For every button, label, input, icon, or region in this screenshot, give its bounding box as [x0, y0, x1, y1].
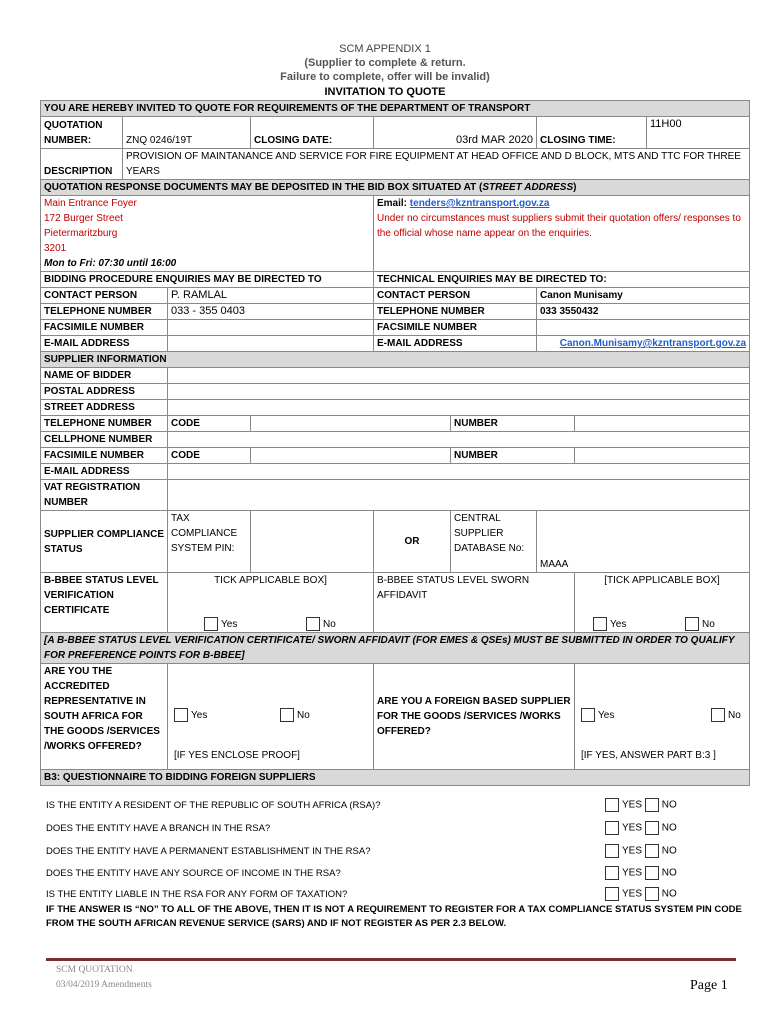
checkbox-icon[interactable] — [711, 708, 725, 722]
tender-email-cell — [374, 196, 750, 272]
telephone-code-field[interactable] — [251, 416, 451, 432]
foreign-yes-option[interactable]: Yes — [581, 708, 614, 723]
q5-answer: YES NO — [605, 887, 677, 901]
tech-email-cell — [537, 336, 750, 352]
tech-contact-label: CONTACT PERSON — [374, 288, 537, 304]
tick-box-instruction-2: [TICK APPLICABLE BOX] — [604, 575, 720, 586]
fax-number-label: NUMBER — [451, 448, 575, 464]
deposit-heading: QUOTATION RESPONSE DOCUMENTS MAY BE DEPOSITED IN THE BID BOX SITUATED AT (STREET ADDRESS) — [41, 180, 750, 196]
checkbox-icon[interactable] — [280, 708, 294, 722]
b3-question-1: IS THE ENTITY A RESIDENT OF THE REPUBLIC OF SOUTH AFRICA (RSA)? — [46, 800, 381, 811]
checkbox-icon[interactable] — [645, 887, 659, 901]
failure-warning: Failure to complete, offer will be invalid) — [280, 71, 490, 83]
compliance-or: OR — [374, 511, 451, 573]
checkbox-icon[interactable] — [605, 798, 619, 812]
bid-contact-value: P. RAMLAL — [168, 288, 374, 304]
csd-prefix: MAAA — [540, 559, 569, 570]
bid-fax-label: FACSIMILE NUMBER — [41, 320, 168, 336]
accredited-rep-question: ARE YOU THE ACCREDITED REPRESENTATIVE IN SOUTH AFRICA FOR THE GOODS /SERVICES /WORKS OFFERED? — [41, 664, 168, 770]
supplier-fax-label: FACSIMILE NUMBER — [41, 448, 168, 464]
bbbee-certificate-label: B-BBEE STATUS LEVEL VERIFICATION CERTIFICATE — [41, 573, 168, 633]
b3-question-5: IS THE ENTITY LIABLE IN THE RSA FOR ANY FORM OF TAXATION? — [46, 889, 348, 900]
accredited-no-option[interactable]: No — [280, 708, 310, 723]
tender-email-link[interactable]: tenders@kzntransport.gov.za — [409, 198, 550, 209]
checkbox-icon[interactable] — [605, 866, 619, 880]
bid-fax-value — [168, 320, 374, 336]
street-address-field[interactable] — [168, 400, 750, 416]
accredited-yes-option[interactable]: Yes — [174, 708, 207, 723]
quotation-number-label: QUOTATION NUMBER: — [41, 117, 123, 149]
description-value: PROVISION OF MAINTANANCE AND SERVICE FOR FIRE EQUIPMENT AT HEAD OFFICE AND D BLOCK, MTS AND TTC FOR THREE YEARS — [123, 149, 750, 180]
telephone-code-label: CODE — [168, 416, 251, 432]
quotation-form-table — [40, 100, 750, 786]
checkbox-icon[interactable] — [593, 617, 607, 631]
page-number: Page 1 — [690, 978, 728, 993]
bid-telephone-value: 033 - 355 0403 — [168, 304, 374, 320]
submission-notice: Under no circumstances must suppliers submit their quotation offers/ responses to the official whose name appear on the enquiries. — [377, 213, 741, 239]
bid-telephone-label: TELEPHONE NUMBER — [41, 304, 168, 320]
supplier-email-field[interactable] — [168, 464, 750, 480]
csd-label: CENTRAL SUPPLIER DATABASE No: — [451, 511, 537, 573]
checkbox-icon[interactable] — [581, 708, 595, 722]
csd-field[interactable] — [537, 511, 750, 573]
supplier-email-label: E-MAIL ADDRESS — [41, 464, 168, 480]
certificate-yes-option[interactable]: Yes — [204, 617, 237, 632]
address-line-2: 172 Burger Street — [44, 213, 123, 224]
closing-date-value: 03rd MAR 2020 — [374, 117, 537, 149]
b3-heading: B3: QUESTIONNAIRE TO BIDDING FOREIGN SUPPLIERS — [41, 770, 750, 786]
appendix-title: SCM APPENDIX 1 — [339, 43, 431, 55]
tick-box-instruction-1: TICK APPLICABLE BOX] — [214, 575, 327, 586]
bidder-name-field[interactable] — [168, 368, 750, 384]
invite-heading: YOU ARE HEREBY INVITED TO QUOTE FOR REQUIREMENTS OF THE DEPARTMENT OF TRANSPORT — [41, 101, 750, 117]
tech-telephone-label: TELEPHONE NUMBER — [374, 304, 537, 320]
checkbox-icon[interactable] — [685, 617, 699, 631]
accredited-rep-options — [168, 664, 374, 770]
q3-answer: YES NO — [605, 844, 677, 858]
office-hours: Mon to Fri: 07:30 until 16:00 — [44, 258, 177, 269]
vat-field[interactable] — [168, 480, 750, 511]
bbbee-certificate-options — [168, 573, 374, 633]
tech-fax-value — [537, 320, 750, 336]
tech-contact-value: Canon Munisamy — [537, 288, 750, 304]
checkbox-icon[interactable] — [645, 844, 659, 858]
b3-question-2: DOES THE ENTITY HAVE A BRANCH IN THE RSA? — [46, 823, 271, 834]
checkbox-icon[interactable] — [645, 821, 659, 835]
telephone-number-label: NUMBER — [451, 416, 575, 432]
bbbee-affidavit-label: B-BBEE STATUS LEVEL SWORN AFFIDAVIT — [374, 573, 575, 633]
foreign-no-option[interactable]: No — [711, 708, 741, 723]
checkbox-icon[interactable] — [306, 617, 320, 631]
q1-answer: YES NO — [605, 798, 677, 812]
bid-contact-label: CONTACT PERSON — [41, 288, 168, 304]
checkbox-icon[interactable] — [605, 844, 619, 858]
footer-title: SCM QUOTATION — [56, 965, 133, 975]
checkbox-icon[interactable] — [605, 821, 619, 835]
bidder-name-label: NAME OF BIDDER — [41, 368, 168, 384]
fax-code-label: CODE — [168, 448, 251, 464]
b3-question-4: DOES THE ENTITY HAVE ANY SOURCE OF INCOME IN THE RSA? — [46, 868, 341, 879]
certificate-no-option[interactable]: No — [306, 617, 336, 632]
fax-code-field[interactable] — [251, 448, 451, 464]
answer-part-b3-note: [IF YES, ANSWER PART B:3 ] — [581, 750, 716, 761]
closing-date-label: CLOSING DATE: — [251, 117, 374, 149]
q2-answer: YES NO — [605, 821, 677, 835]
bidding-enquiries-heading: BIDDING PROCEDURE ENQUIRIES MAY BE DIRECTED TO — [41, 272, 374, 288]
tech-fax-label: FACSIMILE NUMBER — [374, 320, 537, 336]
telephone-number-field[interactable] — [575, 416, 750, 432]
foreign-supplier-options — [575, 664, 750, 770]
tax-pin-label: TAX COMPLIANCE SYSTEM PIN: — [168, 511, 251, 573]
bid-email-value — [168, 336, 374, 352]
footer-amendments: 03/04/2019 Amendments — [56, 980, 152, 990]
checkbox-icon[interactable] — [645, 798, 659, 812]
description-label: DESCRIPTION — [41, 149, 123, 180]
cellphone-field[interactable] — [168, 432, 750, 448]
address-line-1: Main Entrance Foyer — [44, 198, 137, 209]
supplier-telephone-label: TELEPHONE NUMBER — [41, 416, 168, 432]
address-line-4: 3201 — [44, 243, 67, 254]
closing-time-label: CLOSING TIME: — [537, 117, 647, 149]
invitation-title: INVITATION TO QUOTE — [324, 86, 446, 98]
tech-email-label: E-MAIL ADDRESS — [374, 336, 537, 352]
footer-divider — [46, 958, 736, 961]
foreign-supplier-question: ARE YOU A FOREIGN BASED SUPPLIER FOR THE GOODS /SERVICES /WORKS OFFERED? — [374, 664, 575, 770]
checkbox-icon[interactable] — [605, 887, 619, 901]
q4-answer: YES NO — [605, 866, 677, 880]
quotation-number-value: ZNQ 0246/19T — [123, 117, 251, 149]
checkbox-icon[interactable] — [174, 708, 188, 722]
supplier-info-heading: SUPPLIER INFORMATION — [41, 352, 750, 368]
affidavit-yes-option[interactable]: Yes — [593, 617, 626, 632]
vat-label: VAT REGISTRATION NUMBER — [41, 480, 168, 511]
cellphone-label: CELLPHONE NUMBER — [41, 432, 168, 448]
postal-address-field[interactable] — [168, 384, 750, 400]
tax-pin-field[interactable] — [251, 511, 374, 573]
bid-box-address — [41, 196, 374, 272]
bbbee-notice: [A B-BBEE STATUS LEVEL VERIFICATION CERTIFICATE/ SWORN AFFIDAVIT (FOR EMES & QSEs) MUST BE SUBMITTED IN ORDER TO QUALIFY FOR PREFERENCE POINTS FOR B-BBEE] — [41, 633, 750, 664]
checkbox-icon[interactable] — [645, 866, 659, 880]
closing-time-value: 11H00 — [647, 117, 750, 149]
technical-enquiries-heading: TECHNICAL ENQUIRIES MAY BE DIRECTED TO: — [374, 272, 750, 288]
checkbox-icon[interactable] — [204, 617, 218, 631]
email-label: Email: — [377, 198, 410, 209]
supplier-instruction: (Supplier to complete & return. — [304, 57, 466, 69]
postal-address-label: POSTAL ADDRESS — [41, 384, 168, 400]
compliance-status-label: SUPPLIER COMPLIANCE STATUS — [41, 511, 168, 573]
bbbee-affidavit-options — [575, 573, 750, 633]
enclose-proof-note: [IF YES ENCLOSE PROOF] — [174, 750, 300, 761]
b3-question-3: DOES THE ENTITY HAVE A PERMANENT ESTABLISHMENT IN THE RSA? — [46, 846, 371, 857]
bid-email-label: E-MAIL ADDRESS — [41, 336, 168, 352]
address-line-3: Pietermaritzburg — [44, 228, 118, 239]
b3-registration-note: IF THE ANSWER IS “NO” TO ALL OF THE ABOVE, THEN IT IS NOT A REQUIREMENT TO REGISTER FOR A TAX COMPLIANCE STATUS SYSTEM PIN CODE FROM THE SOUTH AFRICAN REVENUE SERVICE (SARS) AND IF NOT REGISTER AS PER 2.3 BELOW. — [46, 904, 742, 929]
affidavit-no-option[interactable]: No — [685, 617, 715, 632]
fax-number-field[interactable] — [575, 448, 750, 464]
tech-email-link[interactable]: Canon.Munisamy@kzntransport.gov.za — [559, 338, 747, 349]
tech-telephone-value: 033 3550432 — [537, 304, 750, 320]
street-address-label: STREET ADDRESS — [41, 400, 168, 416]
